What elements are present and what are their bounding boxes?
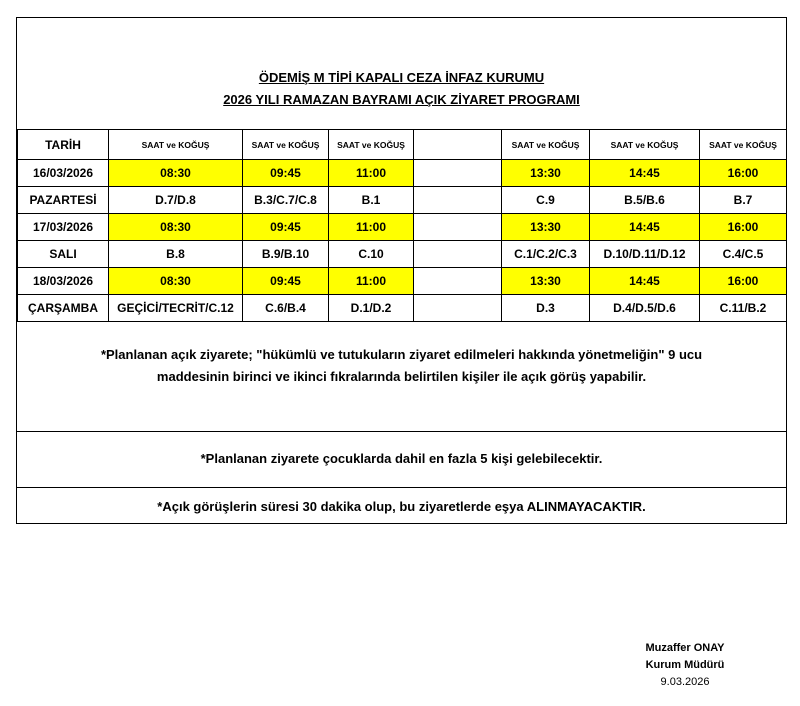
ward-cell: C.4/C.5 xyxy=(700,241,787,268)
slot-column-header: SAAT ve KOĞUŞ xyxy=(700,130,787,160)
time-cell: 14:45 xyxy=(590,268,700,295)
slot-column-header: SAAT ve KOĞUŞ xyxy=(590,130,700,160)
date-cell: 18/03/2026 xyxy=(18,268,109,295)
signatory-role: Kurum Müdürü xyxy=(645,659,725,671)
time-cell: 16:00 xyxy=(700,160,787,187)
weekday-cell: PAZARTESİ xyxy=(18,187,109,214)
ward-cell: B.3/C.7/C.8 xyxy=(243,187,329,214)
time-cell: 14:45 xyxy=(590,160,700,187)
time-cell: 09:45 xyxy=(243,214,329,241)
time-cell: 11:00 xyxy=(329,160,414,187)
ward-cell: C.11/B.2 xyxy=(700,295,787,322)
empty-cell xyxy=(414,241,502,268)
ward-cell: C.6/B.4 xyxy=(243,295,329,322)
slot-column-header: SAAT ve KOĞUŞ xyxy=(109,130,243,160)
signature-block xyxy=(610,640,760,691)
table-header-row xyxy=(18,130,787,160)
time-cell: 08:30 xyxy=(109,268,243,295)
divider xyxy=(17,431,786,432)
ward-cell: C.1/C.2/C.3 xyxy=(502,241,590,268)
ward-cell: D.1/D.2 xyxy=(329,295,414,322)
table-row-time xyxy=(18,214,787,241)
ward-cell: GEÇİCİ/TECRİT/C.12 xyxy=(109,295,243,322)
slot-column-header: SAAT ve KOĞUŞ xyxy=(329,130,414,160)
ward-cell: D.3 xyxy=(502,295,590,322)
empty-cell xyxy=(414,295,502,322)
time-cell: 09:45 xyxy=(243,160,329,187)
note-visitor-eligibility xyxy=(17,344,786,388)
ward-cell: B.7 xyxy=(700,187,787,214)
date-column-header: TARİH xyxy=(18,130,109,160)
table-row-ward xyxy=(18,187,787,214)
ward-cell: B.1 xyxy=(329,187,414,214)
weekday-cell: SALI xyxy=(18,241,109,268)
program-title: 2026 YILI RAMAZAN BAYRAMI AÇIK ZİYARET PROGRAMI xyxy=(223,92,580,107)
time-cell: 13:30 xyxy=(502,268,590,295)
empty-cell xyxy=(414,268,502,295)
schedule-table xyxy=(17,129,787,322)
visit-program-document xyxy=(16,17,787,524)
ward-cell: B.8 xyxy=(109,241,243,268)
table-row-ward xyxy=(18,295,787,322)
time-cell: 09:45 xyxy=(243,268,329,295)
empty-cell xyxy=(414,214,502,241)
date-cell: 16/03/2026 xyxy=(18,160,109,187)
time-cell: 16:00 xyxy=(700,268,787,295)
ward-cell: C.9 xyxy=(502,187,590,214)
divider xyxy=(17,487,786,488)
note-line: *Planlanan açık ziyarete; "hükümlü ve tutukuların ziyaret edilmeleri hakkında yönetmeliğin" 9 ucu xyxy=(100,347,703,362)
time-cell: 08:30 xyxy=(109,160,243,187)
slot-column-header: SAAT ve KOĞUŞ xyxy=(502,130,590,160)
signature-date: 9.03.2026 xyxy=(660,676,710,688)
table-row-ward xyxy=(18,241,787,268)
ward-cell: D.7/D.8 xyxy=(109,187,243,214)
date-cell: 17/03/2026 xyxy=(18,214,109,241)
time-cell: 13:30 xyxy=(502,214,590,241)
signatory-name: Muzaffer ONAY xyxy=(645,642,725,654)
empty-cell xyxy=(414,160,502,187)
time-cell: 16:00 xyxy=(700,214,787,241)
note-line: maddesinin birinci ve ikinci fıkralarında belirtilen kişiler ile açık görüş yapabilir. xyxy=(156,369,647,384)
table-row-time xyxy=(18,268,787,295)
note-visit-duration: *Açık görüşlerin süresi 30 dakika olup, bu ziyaretlerde eşya ALINMAYACAKTIR. xyxy=(157,499,646,514)
ward-cell: D.4/D.5/D.6 xyxy=(590,295,700,322)
time-cell: 11:00 xyxy=(329,268,414,295)
empty-cell xyxy=(414,187,502,214)
time-cell: 13:30 xyxy=(502,160,590,187)
time-cell: 11:00 xyxy=(329,214,414,241)
ward-cell: B.5/B.6 xyxy=(590,187,700,214)
ward-cell: B.9/B.10 xyxy=(243,241,329,268)
table-row-time xyxy=(18,160,787,187)
time-cell: 14:45 xyxy=(590,214,700,241)
institution-title: ÖDEMİŞ M TİPİ KAPALI CEZA İNFAZ KURUMU xyxy=(258,70,545,85)
ward-cell: C.10 xyxy=(329,241,414,268)
slot-column-header: SAAT ve KOĞUŞ xyxy=(243,130,329,160)
ward-cell: D.10/D.11/D.12 xyxy=(590,241,700,268)
weekday-cell: ÇARŞAMBA xyxy=(18,295,109,322)
time-cell: 08:30 xyxy=(109,214,243,241)
note-visitor-limit: *Planlanan ziyarete çocuklarda dahil en fazla 5 kişi gelebilecektir. xyxy=(200,451,603,466)
empty-column-header xyxy=(414,130,502,160)
